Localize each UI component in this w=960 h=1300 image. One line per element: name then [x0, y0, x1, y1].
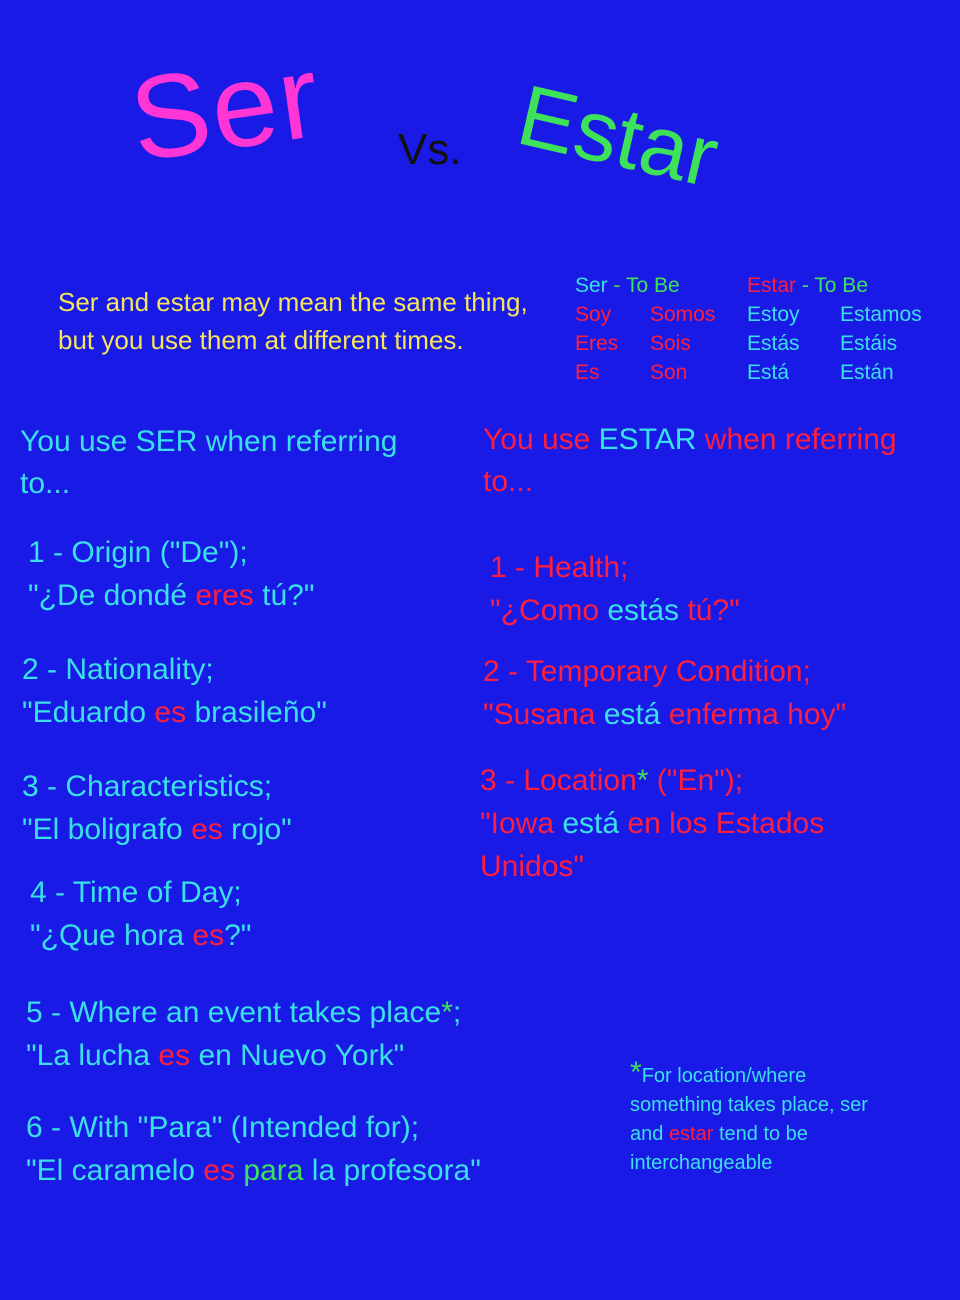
- conj-cell: Estoy: [747, 303, 800, 326]
- ser-header-meaning: - To Be: [607, 274, 680, 297]
- conj-cell: Estás: [747, 332, 800, 355]
- conj-cell: Somos: [650, 303, 716, 326]
- conj-cell: Estamos: [840, 303, 922, 326]
- conj-cell: Está: [747, 361, 790, 384]
- use-example: "¿Que hora es?": [30, 919, 252, 952]
- ser-use-para: [26, 1106, 481, 1192]
- footnote-star: *: [630, 1056, 642, 1089]
- use-example: "Iowa está en los Estados Unidos": [480, 807, 825, 883]
- ser-conjugation-row: [575, 300, 715, 329]
- estar-use-temporary-condition: [483, 650, 846, 736]
- use-label: 4 - Time of Day;: [30, 876, 242, 909]
- heading-verb: ESTAR: [598, 423, 697, 456]
- estar-use-location: [480, 759, 930, 888]
- ser-use-nationality: [22, 648, 327, 734]
- ser-header-verb: Ser: [575, 274, 608, 297]
- estar-usage-heading: [483, 419, 923, 503]
- estar-use-health: [490, 546, 740, 632]
- title-vs: Vs.: [398, 125, 462, 174]
- use-label: 2 - Nationality;: [22, 653, 214, 686]
- estar-header-verb: Estar: [747, 274, 797, 297]
- use-label: 3 - Location* ("En");: [480, 764, 744, 797]
- heading-part: when referring to...: [483, 423, 897, 498]
- conj-cell: Están: [840, 361, 894, 384]
- ser-use-origin: [28, 531, 314, 617]
- conj-cell: Estáis: [840, 332, 898, 355]
- estar-conjugation-table: [747, 271, 922, 387]
- use-example: "Eduardo es brasileño": [22, 696, 327, 729]
- ser-conjugation-row: [575, 329, 715, 358]
- footnote: [630, 1058, 900, 1178]
- use-label: 2 - Temporary Condition;: [483, 655, 811, 688]
- conj-cell: Eres: [575, 332, 619, 355]
- estar-conjugation-header: [747, 271, 922, 300]
- use-example: "¿De dondé eres tú?": [28, 579, 315, 612]
- conj-cell: Sois: [650, 332, 691, 355]
- footnote-text: For location/where something takes place, ser and: [630, 1065, 868, 1145]
- title-ser: Ser: [122, 29, 329, 187]
- ser-conjugation-row: [575, 358, 715, 387]
- title-estar: Estar: [509, 67, 727, 206]
- use-label: 1 - Origin ("De");: [28, 536, 248, 569]
- use-example: "La lucha es en Nuevo York": [26, 1039, 405, 1072]
- estar-conjugation-row: [747, 300, 922, 329]
- use-label: 6 - With "Para" (Intended for);: [26, 1111, 420, 1144]
- footnote-text: tend to be interchangeable: [630, 1123, 808, 1174]
- use-example: "El caramelo es para la profesora": [26, 1154, 481, 1187]
- use-example: "Susana está enferma hoy": [483, 698, 847, 731]
- estar-conjugation-row: [747, 329, 922, 358]
- use-example: "¿Como estás tú?": [490, 594, 740, 627]
- estar-conjugation-row: [747, 358, 922, 387]
- ser-use-event-place: [26, 991, 461, 1077]
- intro-text: Ser and estar may mean the same thing, but you use them at different times.: [58, 287, 528, 355]
- use-label: 5 - Where an event takes place*;: [26, 996, 462, 1029]
- heading-part: You use: [483, 423, 599, 456]
- footnote-verb: estar: [668, 1123, 714, 1145]
- ser-conjugation-table: [575, 271, 715, 387]
- ser-conjugation-header: [575, 271, 715, 300]
- conj-cell: Es: [575, 361, 600, 384]
- conj-cell: Soy: [575, 303, 612, 326]
- ser-use-time-of-day: [30, 871, 251, 957]
- use-example: "El boligrafo es rojo": [22, 813, 292, 846]
- use-label: 1 - Health;: [490, 551, 629, 584]
- ser-use-characteristics: [22, 765, 292, 851]
- estar-header-meaning: - To Be: [796, 274, 868, 297]
- ser-usage-heading: You use SER when referring to...: [20, 425, 398, 500]
- conj-cell: Son: [650, 361, 688, 384]
- use-label: 3 - Characteristics;: [22, 770, 273, 803]
